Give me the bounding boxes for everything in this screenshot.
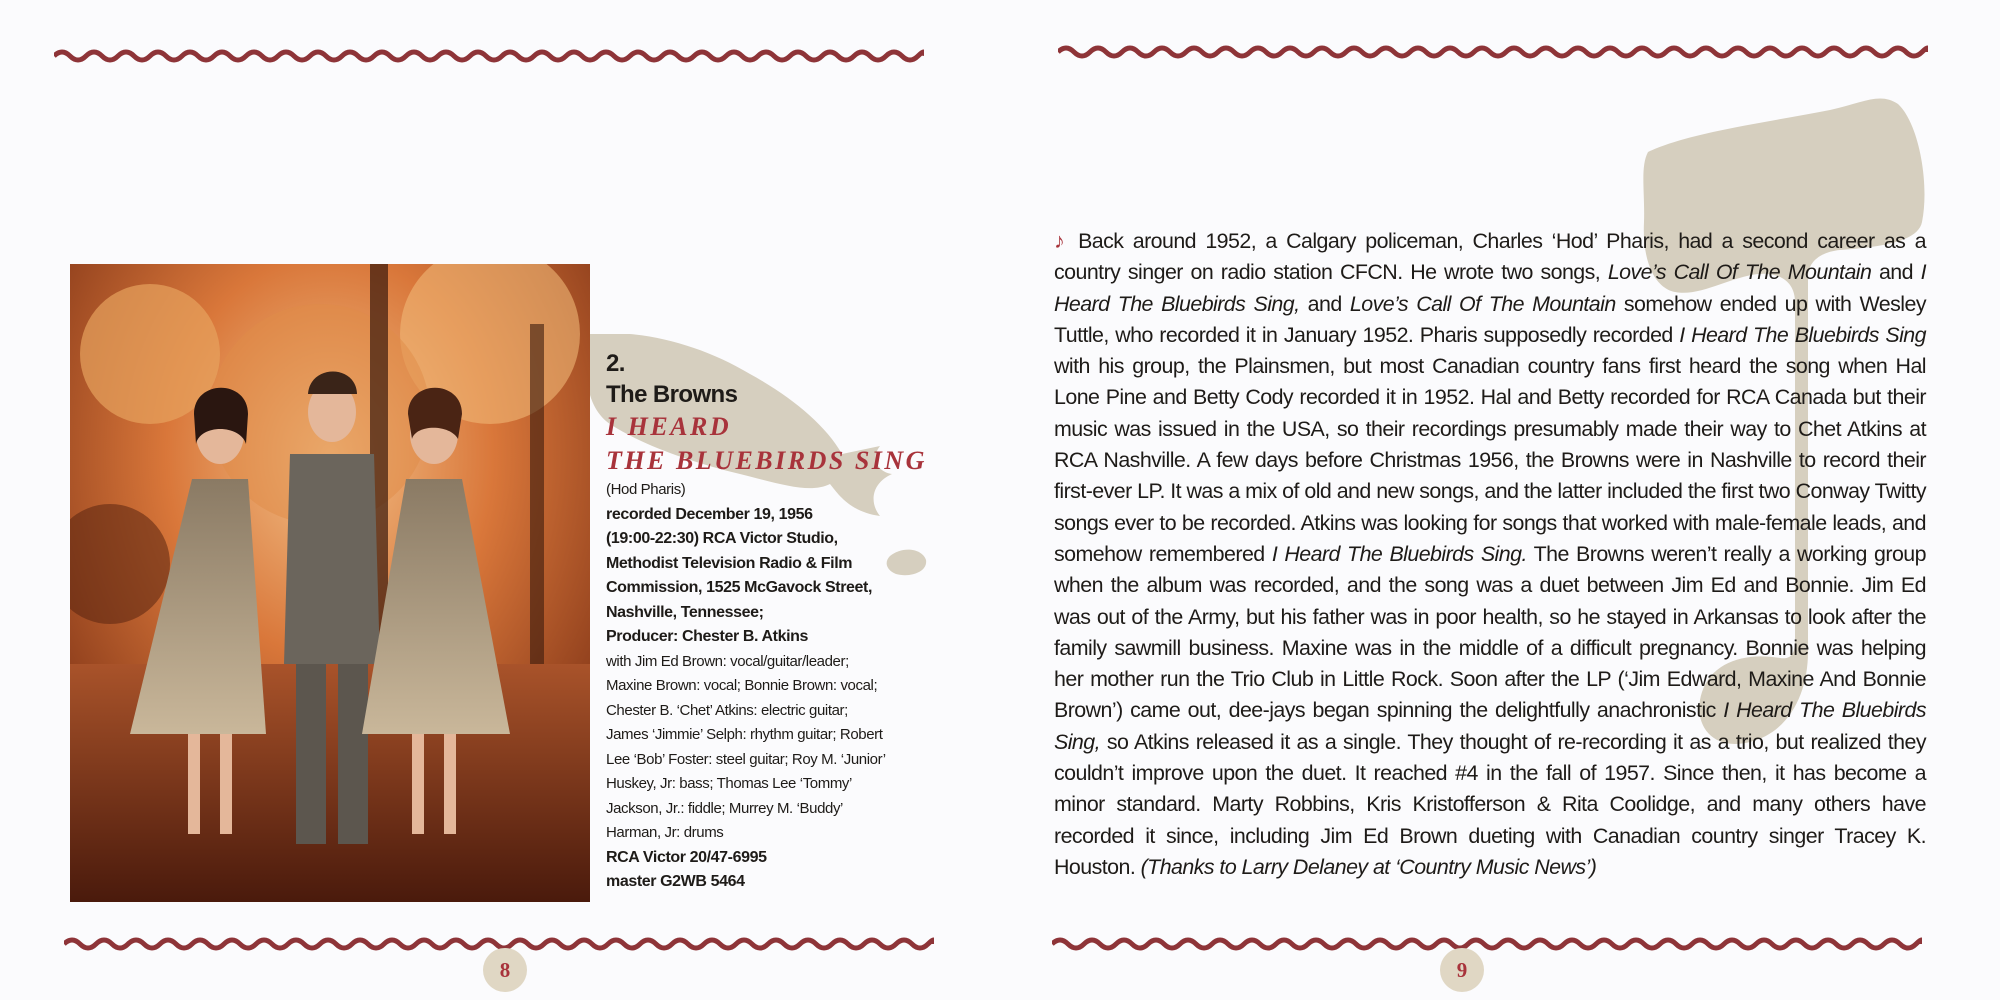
producer: Producer: Chester B. Atkins [606, 628, 808, 645]
liner-notes-text [1054, 226, 1926, 883]
recording-line: Nashville, Tennessee; [606, 603, 764, 621]
personnel-line: Harman, Jr: drums [606, 824, 724, 841]
recording-info [606, 503, 946, 650]
text-run: and [1299, 291, 1350, 316]
recording-line: Methodist Television Radio & Film [606, 554, 853, 572]
page-number-left: 8 [483, 948, 527, 992]
text-run: The Browns weren’t really a working group when the album was recorded, and the song was a duet between Jim Ed and Bonnie. Jim Ed was out of the Army, but his father was in poor health, so he stayed in Arkansas to look after the family sawmill business. Maxine was in the middle of a difficult pregnancy. Bonnie was helping her mother run the Trio Club in Little Rock. Soon after the LP (‘Jim Edward, Maxine And Bonnie Brown’) came out, dee-jays began spinning the delightfully anachronistic [1054, 541, 1927, 723]
personnel-line: Huskey, Jr: bass; Thomas Lee ‘Tommy’ [606, 775, 852, 792]
personnel-line: Jackson, Jr.: fiddle; Murrey M. ‘Buddy’ [606, 799, 843, 817]
top-left-wave-border [54, 48, 924, 64]
artist-name: The Browns [606, 381, 738, 408]
italic-text-run: Love’s Call Of The Mountain [1349, 291, 1616, 316]
composer: (Hod Pharis) [606, 481, 686, 498]
italic-text-run: I Heard The Bluebirds Sing [1679, 322, 1926, 347]
text-run: and [1871, 260, 1921, 285]
text-run: so Atkins released it as a single. They thought of re-recording it as a trio, but realized they couldn’t improve upon the duet. It reached #4 in the fall of 1957. Since then, it has become a minor standard. Marty Robbins, Kris Kristofferson & Rita Coolidge, and many others have recorded it since, including Jim Ed Brown dueting with Canadian country singer Tracey K. Houston. [1054, 729, 1926, 879]
page-number-right: 9 [1440, 948, 1484, 992]
recording-line: Commission, 1525 McGavock Street, [606, 579, 873, 596]
text-run: with his group, the Plainsmen, but most Canadian country fans first heard the song when Hal Lone Pine and Betty Cody recorded it in 1952. Hal and Betty recorded for RCA Canada but their music was issued in the USA, so their recordings presumably made their way to Chet Atkins at RCA Nashville. A few days before Christmas 1956, the Browns were in Nashville to record their first-ever LP. It was a mix of old and new songs, and the latter included the first two Conway Twitty songs ever to be recorded. Atkins was looking for songs that worked with male-female leads, and somehow remembered [1054, 354, 1926, 566]
track-number: 2. [606, 350, 625, 377]
band-photo [70, 264, 590, 902]
personnel-line: Maxine Brown: vocal; Bonnie Brown: vocal; [606, 677, 878, 694]
music-note-icon: ♪ [1054, 229, 1069, 253]
song-title-line-2: THE BLUEBIRDS SING [606, 446, 927, 475]
wave-path [54, 52, 924, 60]
song-title-line-1: I HEARD [606, 412, 732, 441]
personnel-line: Chester B. ‘Chet’ Atkins: electric guitar; [606, 701, 848, 719]
italic-text-run: I Heard The Bluebirds Sing, [1054, 260, 1927, 316]
text-run: Back around 1952, a Calgary policeman, Charles ‘Hod’ Pharis, had a second career as a country singer on radio station CFCN. He wrote two songs, [1054, 229, 1926, 285]
liner-notes-content [1054, 229, 1926, 879]
personnel [606, 650, 946, 846]
italic-text-run: Love’s Call Of The Mountain [1607, 260, 1872, 285]
track-credits [606, 348, 946, 895]
top-right-wave-border [1058, 44, 1928, 60]
italic-text-run: I Heard The Bluebirds Sing. [1271, 541, 1527, 566]
master-number: master G2WB 5464 [606, 873, 745, 890]
personnel-line: Lee ‘Bob’ Foster: steel guitar; Roy M. ‘Junior’ [606, 750, 886, 768]
italic-text-run: (Thanks to Larry Delaney at ‘Country Music News’) [1140, 854, 1597, 879]
italic-text-run: I Heard The Bluebirds Sing, [1054, 698, 1926, 754]
personnel-line: James ‘Jimmie’ Selph: rhythm guitar; Robert [606, 726, 883, 743]
personnel-line: with Jim Ed Brown: vocal/guitar/leader; [606, 652, 849, 670]
catalog-number: RCA Victor 20/47-6995 [606, 848, 767, 866]
bottom-right-wave-border [1052, 936, 1922, 952]
recording-line: (19:00-22:30) RCA Victor Studio, [606, 530, 838, 547]
text-run: somehow ended up with Wesley Tuttle, who recorded it in January 1952. Pharis supposedly recorded [1054, 291, 1926, 347]
recording-line: recorded December 19, 1956 [606, 505, 813, 523]
